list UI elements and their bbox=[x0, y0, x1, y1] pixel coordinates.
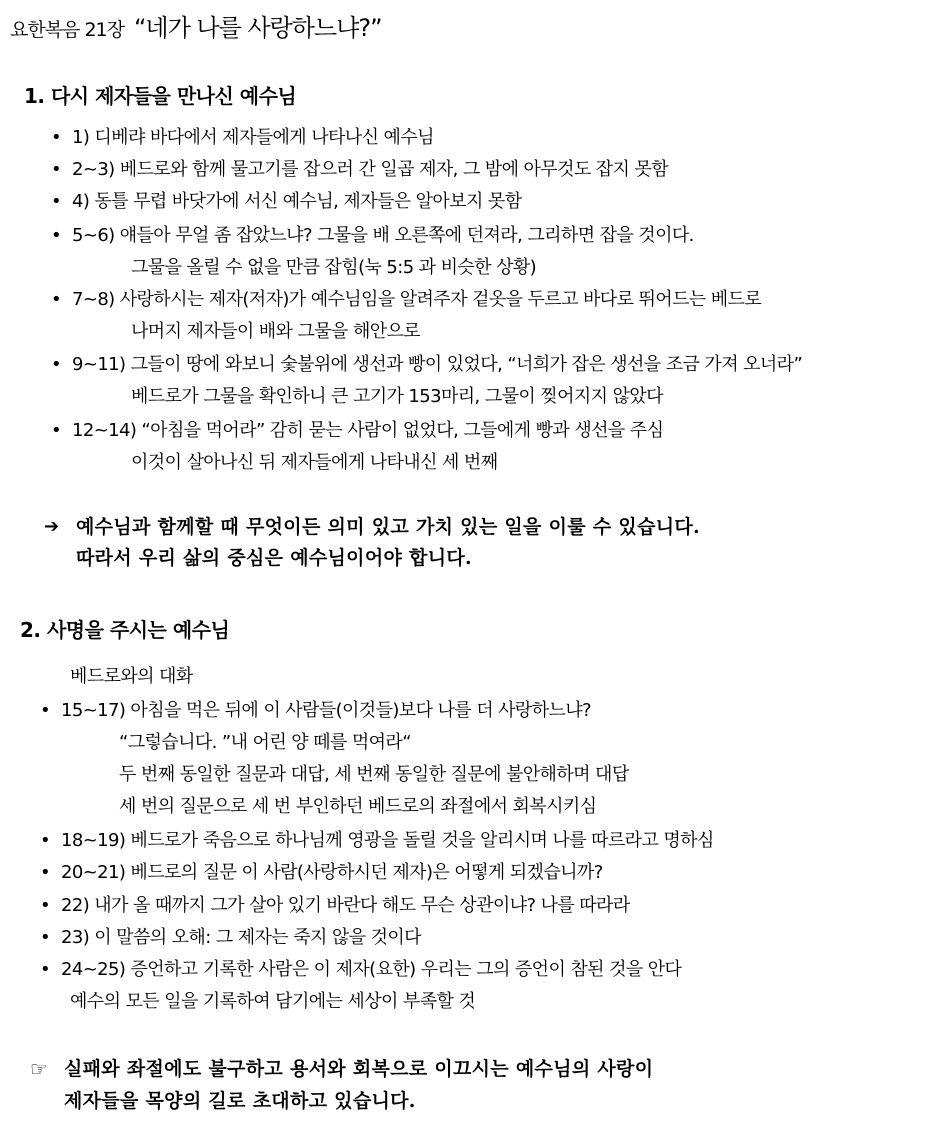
list-item: • 5~6) 얘들아 무얼 좀 잡았느냐? 그물을 배 오른쪽에 던져라, 그리하면 잡을 것이다. bbox=[72, 224, 694, 248]
section2-conclusion-line: 제자들을 목양의 길로 초대하고 있습니다. bbox=[64, 1090, 416, 1112]
list-item-continuation: 세 번의 질문으로 세 번 부인하던 베드로의 좌절에서 회복시키심 bbox=[119, 796, 597, 817]
list-item-continuation: 베드로가 그물을 확인하니 큰 고기가 153마리, 그물이 찢어지지 않았다 bbox=[131, 386, 663, 407]
list-item-continuation: 두 번째 동일한 질문과 대답, 세 번째 동일한 질문에 불안해하며 대답 bbox=[119, 764, 629, 785]
document-title bbox=[10, 8, 382, 43]
list-item: • 12~14) “아침을 먹어라” 감히 묻는 사람이 없었다, 그들에게 빵과 생선을 주심 bbox=[72, 419, 663, 443]
list-item: • 1) 디베랴 바다에서 제자들에게 나타나신 예수님 bbox=[72, 126, 434, 150]
list-item: • 23) 이 말씀의 오해: 그 제자는 죽지 않을 것이다 bbox=[61, 926, 421, 950]
list-item: • 24~25) 증언하고 기록한 사람은 이 제자(요한) 우리는 그의 증언이 참된 것을 안다 bbox=[61, 958, 681, 982]
list-item: • 15~17) 아침을 먹은 뒤에 이 사람들(이것들)보다 나를 더 사랑하느냐? bbox=[61, 699, 591, 723]
list-item: • 9~11) 그들이 땅에 와보니 숯불위에 생선과 빵이 있었다, “너희가 잡은 생선을 조금 가져 오너라” bbox=[72, 353, 802, 377]
section2-heading: 2. 사명을 주시는 예수님 bbox=[20, 618, 230, 642]
pointing-hand-icon: ☞ bbox=[30, 1057, 48, 1081]
list-item: • 18~19) 베드로가 죽음으로 하나님께 영광을 돌릴 것을 알리시며 나를 따르라고 명하심 bbox=[61, 829, 714, 853]
list-item-continuation: 나머지 제자들이 배와 그물을 해안으로 bbox=[131, 321, 421, 342]
arrow-icon: ➔ bbox=[44, 516, 60, 537]
section2-conclusion-line: 실패와 좌절에도 불구하고 용서와 회복으로 이끄시는 예수님의 사랑이 bbox=[64, 1058, 654, 1080]
list-item-continuation: 이것이 살아나신 뒤 제자들에게 나타내신 세 번째 bbox=[131, 452, 498, 473]
list-item: • 2~3) 베드로와 함께 물고기를 잡으러 간 일곱 제자, 그 밤에 아무것도 잡지 못함 bbox=[72, 158, 668, 182]
list-item: • 7~8) 사랑하시는 제자(저자)가 예수님임을 알려주자 겉옷을 두르고 바다로 뛰어드는 베드로 bbox=[72, 288, 761, 312]
list-item-continuation: 예수의 모든 일을 기록하여 담기에는 세상이 부족할 것 bbox=[70, 991, 476, 1012]
list-item: • 20~21) 베드로의 질문 이 사람(사랑하시던 제자)은 어떻게 되겠습니까? bbox=[61, 861, 603, 885]
list-item-continuation: 그물을 올릴 수 없을 만큼 잡힘(눅 5:5 과 비슷한 상황) bbox=[131, 257, 537, 278]
section1-conclusion-line: 따라서 우리 삶의 중심은 예수님이어야 합니다. bbox=[76, 547, 472, 569]
list-item-continuation: “그렇습니다. ”내 어린 양 떼를 먹여라“ bbox=[119, 732, 411, 753]
section2-intro: 베드로와의 대화 bbox=[70, 666, 193, 687]
section1-heading: 1. 다시 제자들을 만나신 예수님 bbox=[24, 84, 297, 108]
section1-conclusion-line: 예수님과 함께할 때 무엇이든 의미 있고 가치 있는 일을 이룰 수 있습니다. bbox=[76, 516, 700, 538]
title-quote: “네가 나를 사랑하느냐?” bbox=[134, 14, 382, 42]
book-chapter: 요한복음 21장 bbox=[10, 19, 124, 41]
list-item: • 4) 동틀 무렵 바닷가에 서신 예수님, 제자들은 알아보지 못함 bbox=[72, 190, 522, 214]
list-item: • 22) 내가 올 때까지 그가 살아 있기 바란다 해도 무슨 상관이냐? 나를 따라라 bbox=[61, 894, 630, 918]
